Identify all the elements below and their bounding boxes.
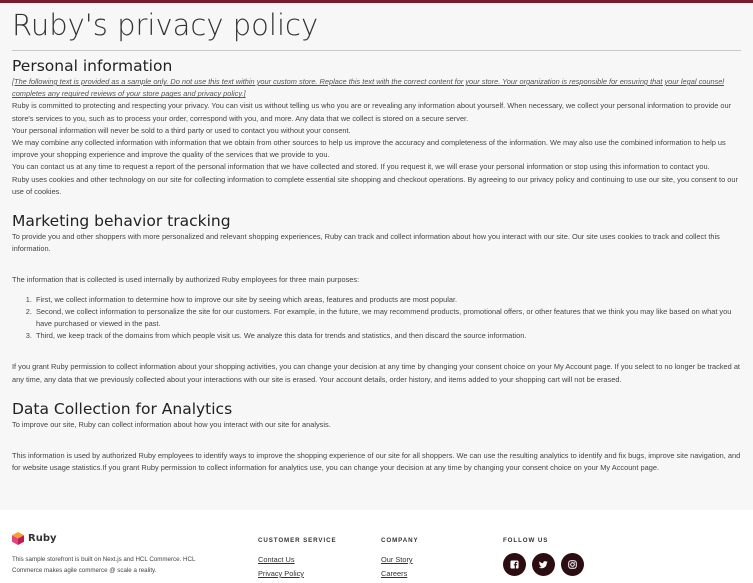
instagram-button[interactable] [561,553,584,576]
twitter-button[interactable] [532,553,555,576]
privacy-policy-link[interactable]: Privacy Policy [258,569,304,578]
analytics-paragraph-2: This information is used by authorized Ruby employees to identify ways to improve the shopping experience of our site for all shoppers. We can use the resulting analytics to identify and fix bugs, improve site navigation, and for website usage statistics.If you grant Ruby permission to collect information for analytics use, you can change your decision at any time by changing your consent choice on your My Account page. [12,451,741,473]
our-story-link[interactable]: Our Story [381,555,413,564]
social-links [503,553,584,576]
top-accent-bar [0,0,753,3]
page-title: Ruby's privacy policy [12,8,319,42]
personal-information-section [12,56,741,198]
personal-paragraph-5: Ruby uses cookies and other technology on our site for collecting information to complete essential site shopping and checkout operations. By agreeing to our privacy policy and continuing to use our site, you consent to our use of cookies. [12,174,738,196]
marketing-tracking-heading: Marketing behavior tracking [12,212,231,231]
site-footer [0,510,753,583]
brand-description: This sample storefront is built on Next.js and HCL Commerce. HCL Commerce makes agile commerce @ scale a reality. [12,556,196,574]
marketing-paragraph-3: If you grant Ruby permission to collect information about your shopping activities, you can change your decision at any time by changing your consent choice on your My Account page. If you select to no longer be tracked at any time, any data that we previously collected about your interactions with our site is erased. Your account details, order history, and items added to your shopping cart will not be erased. [12,362,740,384]
analytics-paragraph-1: To improve our site, Ruby can collect information about how you interact with our site for analysis. [12,419,331,429]
analytics-heading: Data Collection for Analytics [12,399,233,418]
personal-paragraph-4: You can contact us at any time to request a report of the personal information that we have collected and stored. If you request it, we will erase your personal information or stop using this information to contact you. [12,162,710,172]
follow-us-heading: FOLLOW US [503,537,549,544]
company-heading: COMPANY [381,537,419,544]
list-item: 1. First, we collect information to determine how to improve our site by seeing which areas, features and products are most popular. [34,294,741,306]
customer-service-heading: CUSTOMER SERVICE [258,537,337,544]
customer-service-column [258,537,336,578]
contact-us-link[interactable]: Contact Us [258,555,295,564]
list-item: 3. Third, we keep track of the domains from which people visit us. We analyze this data for trends and statistics, and then discard the source information. [34,330,741,342]
marketing-paragraph-2: The information that is collected is used internally by authorized Ruby employees for three main purposes: [12,275,360,285]
purposes-list [12,294,741,343]
list-item: 2. Second, we collect information to personalize the site for our customers. For example, in the future, we may recommend products, promotional offers, or other features that we think you may like based on what you have purchased or viewed in the past. [34,306,741,330]
personal-paragraph-1: Ruby is committed to protecting and respecting your privacy. You can visit us without telling us who you are or revealing any information about yourself. When necessary, we collect your personal information to provide our store's services to you, such as to process your order, correspond with you, and more. Any data that we collect is stored on a secure server. [12,101,732,123]
personal-paragraph-3: We may combine any collected information with information that we obtain from other sources to help us improve the accuracy and completeness of the information. We may also use the combined information to help us improve your shopping experience and improve the quality of the services that we provide to you. [12,138,726,160]
marketing-tracking-section [12,211,741,386]
personal-information-heading: Personal information [12,57,173,75]
footer-brand[interactable] [12,532,57,545]
privacy-policy-content [0,6,753,474]
instagram-icon [568,560,577,569]
company-column [381,537,418,578]
marketing-paragraph-1: To provide you and other shoppers with more personalized and relevant shopping experiences, Ruby can track and collect information about how you interact with our site. Our site uses cookies to track and collect this information. [12,232,720,254]
facebook-icon [510,560,519,569]
title-divider [12,50,741,51]
follow-us-column [503,537,584,576]
twitter-icon [539,560,548,569]
ruby-logo-icon [12,532,24,545]
analytics-section [12,399,741,475]
careers-link[interactable]: Careers [381,569,408,578]
brand-name: Ruby [28,533,57,544]
sample-disclaimer: [The following text is provided as a sample only. Do not use this text within your custom store. Replace this text with the correct content for your store. Your organization is responsible for ensuring that your legal counsel completes any required reviews of your store pages and privacy policy.] [12,77,725,99]
personal-paragraph-2: Your personal information will never be sold to a third party or used to contact you without your consent. [12,125,351,135]
facebook-button[interactable] [503,553,526,576]
